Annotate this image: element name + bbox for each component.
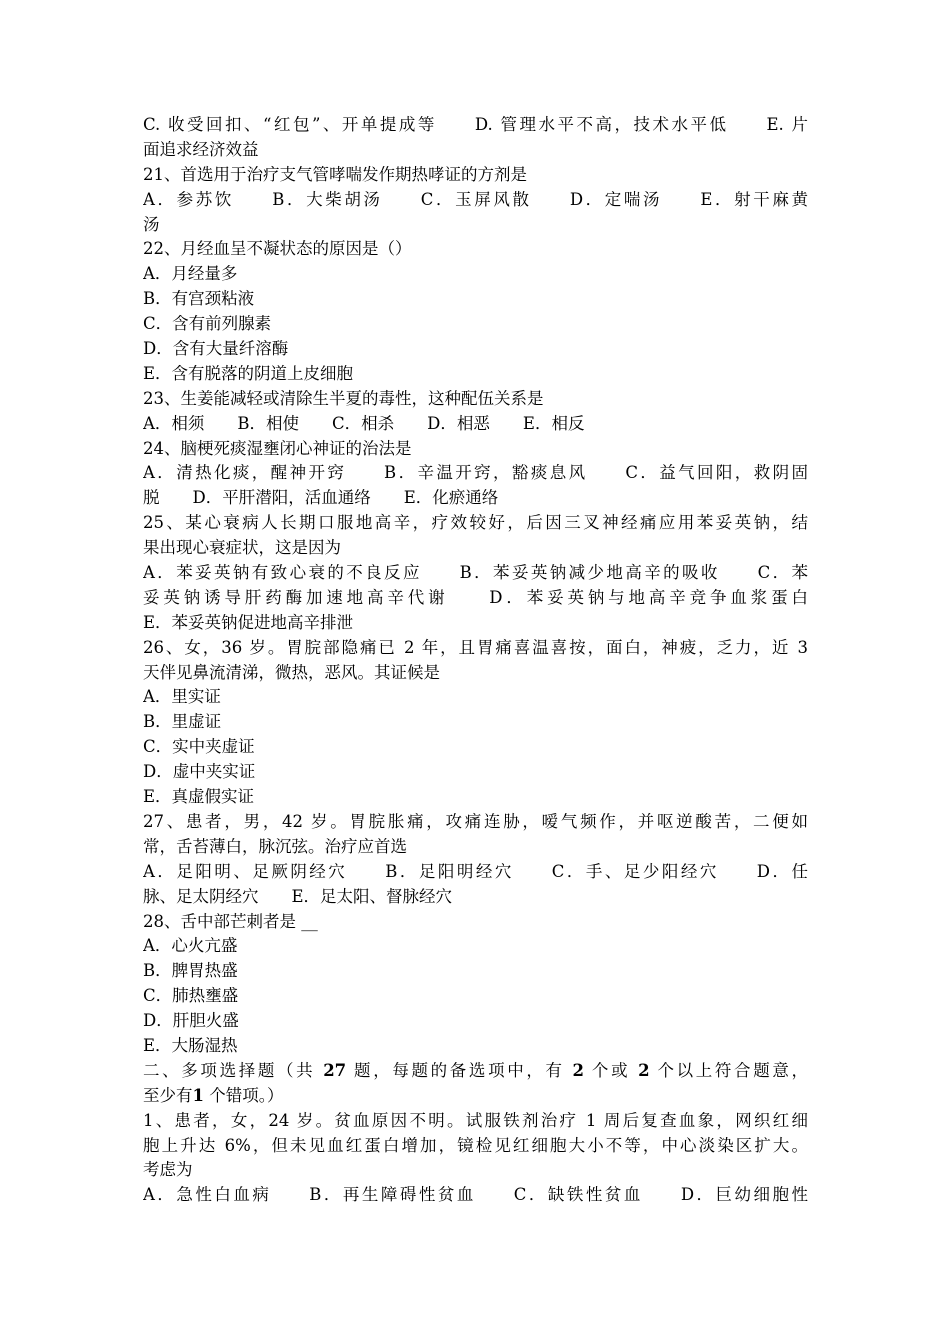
text-line: E．含有脱落的阴道上皮细胞	[143, 363, 354, 383]
text-line: E．大肠湿热	[143, 1035, 238, 1055]
text-line: 面追求经济效益	[143, 139, 259, 159]
text-line: E．真虚假实证	[143, 787, 255, 807]
text-line: 脉、足太阴经穴 E．足太阳、督脉经穴	[143, 886, 453, 906]
text-line: 22、月经血呈不凝状态的原因是（）	[143, 239, 412, 259]
section-heading-text: 个错项。）	[203, 1085, 284, 1105]
text-line: A．参苏饮 B．大柴胡汤 C．玉屏风散 D．定喘汤 E．射干麻黄	[143, 189, 808, 209]
text-line: C. 收受回扣、“红包”、开单提成等 D. 管理水平不高，技术水平低 E. 片	[143, 115, 808, 134]
document-page	[143, 113, 808, 1208]
question-count: 27	[323, 1060, 347, 1080]
text-line: D．虚中夹实证	[143, 762, 256, 782]
text-line: A．心火亢盛	[143, 936, 238, 956]
section-heading-text: 个以上符合题意，	[649, 1060, 808, 1080]
text-line: A．月经量多	[143, 264, 238, 284]
min-wrong-count: 1	[192, 1085, 204, 1105]
text-line: B．里虚证	[143, 712, 222, 732]
question-body-tail	[143, 1109, 808, 1209]
text-line: 脱 D．平肝潜阳，活血通络 E．化瘀通络	[143, 488, 499, 508]
text-line: E．苯妥英钠促进地高辛排泄	[143, 612, 354, 632]
section-heading-line-1	[143, 1059, 808, 1084]
text-line: 常，舌苔薄白，脉沉弦。治疗应首选	[143, 836, 407, 856]
text-line: A．里实证	[143, 687, 221, 707]
text-line: 26、女，36 岁。胃脘部隐痛已 2 年，且胃痛喜温喜按，面白，神疲，乏力，近 3	[143, 637, 808, 657]
text-line: 妥英钠诱导肝药酶加速地高辛代谢 D．苯妥英钠与地高辛竞争血浆蛋白	[143, 587, 808, 607]
text-line: A．清热化痰，醒神开窍 B．辛温开窍，豁痰息风 C．益气回阳，救阴固	[143, 463, 808, 483]
text-line: C．含有前列腺素	[143, 314, 272, 334]
text-line: C．实中夹虚证	[143, 737, 255, 757]
text-line: 胞上升达 6%，但未见血红蛋白增加，镜检见红细胞大小不等，中心淡染区扩大。	[143, 1135, 808, 1155]
section-heading-text: 题，每题的备选项中，有	[346, 1060, 573, 1080]
text-line: 27、患者，男，42 岁。胃脘胀痛，攻痛连胁，嗳气频作，并呕逆酸苦，二便如	[143, 811, 808, 831]
text-line: B．脾胃热盛	[143, 961, 238, 981]
text-line: 21、首选用于治疗支气管哮喘发作期热哮证的方剂是	[143, 164, 527, 184]
section-heading-text: 二、多项选择题（共	[143, 1060, 324, 1080]
text-line: C．肺热壅盛	[143, 986, 239, 1006]
text-line: 1、患者，女，24 岁。贫血原因不明。试服铁剂治疗 1 周后复查血象，网织红细	[143, 1110, 808, 1130]
text-line: 23、生姜能减轻或清除生半夏的毒性，这种配伍关系是	[143, 388, 544, 408]
text-line: D．含有大量纤溶酶	[143, 339, 289, 359]
text-line: 考虑为	[143, 1160, 193, 1180]
text-line: 果出现心衰症状，这是因为	[143, 538, 341, 558]
question-body	[143, 113, 808, 1059]
text-line: 汤	[143, 214, 160, 234]
section-heading-line-2	[143, 1084, 808, 1109]
min-correct-count: 2	[638, 1060, 650, 1080]
text-line: A．足阳明、足厥阴经穴 B．足阳明经穴 C．手、足少阳经穴 D．任	[143, 861, 808, 881]
text-line: A．苯妥英钠有致心衰的不良反应 B．苯妥英钠减少地高辛的吸收 C．苯	[143, 563, 808, 583]
text-line: B．有宫颈粘液	[143, 289, 255, 309]
text-line: 25、某心衰病人长期口服地高辛，疗效较好，后因三叉神经痛应用苯妥英钠，结	[143, 513, 808, 533]
section-heading-text: 至少有	[143, 1085, 193, 1105]
text-line: D．肝胆火盛	[143, 1011, 239, 1031]
text-line: A．相须 B．相使 C．相杀 D．相恶 E．相反	[143, 413, 585, 433]
text-line: A．急性白血病 B．再生障碍性贫血 C．缺铁性贫血 D．巨幼细胞性	[143, 1185, 808, 1205]
section-heading-text: 个或	[584, 1060, 639, 1080]
text-line: 24、脑梗死痰湿壅闭心神证的治法是	[143, 438, 412, 458]
text-line: 28、舌中部芒刺者是 __	[143, 911, 318, 931]
min-correct-count: 2	[572, 1060, 585, 1080]
text-line: 天伴见鼻流清涕，微热，恶风。其证候是	[143, 662, 440, 682]
